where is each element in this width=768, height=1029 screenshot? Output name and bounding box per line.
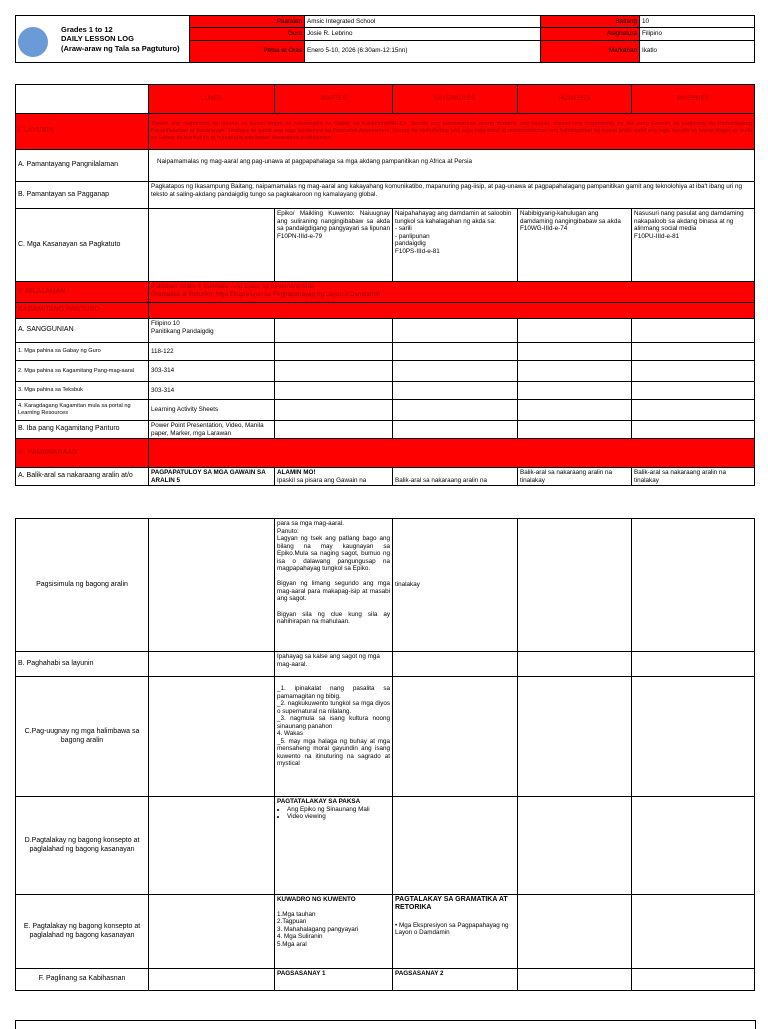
pagtatalakay-list (277, 806, 390, 821)
nilalaman-label: II. NILALAMAN (16, 282, 149, 303)
balik-aral-huwebes: Balik-aral sa nakaraang aralin na tinalakay (518, 468, 632, 486)
day-miyerkules: MIYERKULES (393, 85, 518, 114)
markahan-label: Markahan (541, 40, 640, 63)
pagtatalakay-item-1: • Ang Epiko ng Sinaunang Mali (287, 806, 390, 814)
pagganap-label: B. Pamantayan sa Pagganap (16, 182, 149, 209)
header-title-line-1: Grades 1 to 12 (61, 24, 113, 34)
header-table (15, 15, 755, 63)
pagsisimula-martes: para sa mga mag-aaral. Panuto: Lagyan ng tsek ang patlang bago ang bilang na may kaugnayan sa Epiko.Mula sa naging sagot, bumuo ng isa o dalawang pangungusap na magpapahayag tungkol sa Epiko. Bigyan ng limang segundo ang mga mag-aaral para makapag-isip at masabi ang sagot. Bigyan sila ng clue kung sila ay nahihirapan na mahulaan. (275, 519, 393, 652)
layunin-text: Tiyakin ang pagtatamo ng layunin sa bawat linggo na nakaangkla sa Gabay sa Kurikulum/MELCs. Sundin ang pamamaraan upang matamo ang layunin, maaari ring magdagdag ng iba pang Gawain sa paglinang ng Pamantayang Pangnilalaman at Kasanayan. Tinataya ito gamit ang mga istratehiya ng Formative Assessment. Ganap na mahuhubog ang mga mag-aaral at mararamdaman ang kahalagahan ng bawat aralin dahil ang mga layunin sa bawat linggo ay mula sa Gabay sa Kurikulum at huhubugin ang bawat kasanayan at nilalaman. (149, 114, 755, 150)
balik-aral-lunes: PAGPAPATULOY SA MGA GAWAIN SA ARALIN 5 (149, 468, 275, 486)
alamin-mo-text: Ipaskil sa pisara ang Gawain na (277, 476, 367, 484)
kagamitan-label: KAGAMITANG PANTURO (16, 303, 149, 319)
gabay-value: 118-122 (149, 343, 275, 361)
iba-pang-kagamitan-value: Power Point Presentation, Video, Manila paper, Marker, mga Larawan (149, 421, 275, 439)
baitang-label: Baitang (541, 16, 640, 28)
kasanayan-huwebes: Nabibigyang-kahulugan ang damdaming nangingibabaw sa akda F10WG-IIId-e-74 (518, 209, 632, 282)
pagsisimula-label: Pagsisimula ng bagong aralin (16, 519, 149, 652)
gramatika-item: • Mga Ekspresiyon sa Pagpapahayag ng Layon o Damdamin (395, 921, 509, 937)
alamin-mo-title: ALAMIN MO! (277, 469, 316, 477)
header-title-line-2: DAILY LESSON LOG (61, 34, 134, 44)
lesson-log-table-2 (15, 518, 755, 991)
paglinang-martes: PAGSASANAY 1 (275, 969, 393, 991)
pagsisimula-miyerkules: tinalakay (393, 519, 518, 652)
pagtalakay-d-martes (275, 797, 393, 895)
portal-value: Learning Activity Sheets (149, 400, 275, 421)
balik-aral-biyernes: Balik-aral sa nakaraang aralin na tinalakay (632, 468, 755, 486)
sanggunian-value: Filipino 10 Panitikang Pandaigdig (149, 319, 275, 343)
pamamaraan-band (149, 439, 755, 468)
teksbuk-label: 3. Mga pahina sa Teksbuk (16, 382, 149, 400)
baitang-value: 10 (640, 16, 755, 28)
kuwadro-list: 1.Mga tauhan 2.Tagpuan 3. Mahahalagang pangyayari 4. Mga Suliranin 5.Mga aral (277, 910, 359, 948)
petsa-label: Petsa at Oras (190, 40, 305, 63)
paghahabi-label: B. Paghahabi sa layunin (16, 652, 149, 677)
teksbuk-value: 303-314 (149, 382, 275, 400)
kuwadro-title: KUWADRO NG KUWENTO (277, 896, 356, 903)
pag-uugnay-label: C.Pag-uugnay ng mga halimbawa sa bagong aralin (16, 677, 149, 797)
corner-cell (16, 85, 149, 114)
balik-aral-label: A. Balik-aral sa nakaraang aralin at/o (16, 468, 149, 486)
gabay-label: 1. Mga pahina sa Gabay ng Guro (16, 343, 149, 361)
pagtalakay-e-miyerkules (393, 895, 518, 969)
day-lunes: LUNES (149, 85, 275, 114)
balik-aral-martes (275, 468, 393, 486)
paaralan-value: Amsic Integrated School (305, 16, 541, 28)
markahan-value: Ikatlo (640, 40, 755, 63)
petsa-value: Enero 5-10, 2026 (6:30am-12:15nn) (305, 40, 541, 63)
kasanayan-miyerkules: Naipahahayag ang damdamin at saloobin tungkol sa kahalagahan ng akda sa: - sarili - panlipunan pandaigdig F10PS-IIId-e-81 (393, 209, 518, 282)
pagtalakay-d-label: D.Pagtalakay ng bagong konsepto at paglalahad ng bagong kasanayan (16, 797, 149, 895)
header-title-line-3: (Araw-araw ng Tala sa Pagtuturo) (61, 43, 180, 53)
portal-label: 4. Karagdagang Kagamitan mula sa portal ng Learning Resources (16, 400, 149, 421)
nilalaman-line-1: Panitikan: Aralin 6 Sundiata: Ang Epiko ng Sinaunang Mali (151, 283, 314, 290)
paaralan-label: Paaralan (190, 16, 305, 28)
header-title-cell (16, 16, 190, 63)
guro-label: Guro (190, 28, 305, 40)
pangnilalaman-label: A. Pamantayang Pangnilalaman (16, 150, 149, 182)
gramatika-title: PAGTALAKAY SA GRAMATIKA AT RETORIKA (395, 896, 508, 912)
pagganap-text: Pagkatapos ng Ikasampung Baitang, naipamamalas ng mag-aaral ang kakayahang komunikatibo, mapanuring pag-iisip, at pag-unawa at pagpapahalagang pampanitikan gamit ang teknolohiya at iba't ibang uri ng teksto at saling-akdang pandaigdig tungo sa pagkakaroon ng kamalayang global. (149, 182, 755, 209)
kagamitang-mag-aaral-label: 2. Mga pahina sa Kagamitang Pang-mag-aaral (16, 361, 149, 382)
kasanayan-biyernes: Nasusuri nang pasulat ang damdaming nakapaloob sa akdang binasa at ng alinmang social media F10PU-IIId-e-81 (632, 209, 755, 282)
balik-aral-miyerkules: Balik-aral sa nakaraang aralin na (393, 468, 518, 486)
pamamaraan-label: III. PAMAMARAAN (16, 439, 149, 468)
guro-value: Josie R. Lebrino (305, 28, 541, 40)
next-page-border (15, 1020, 756, 1029)
pag-uugnay-martes: _1. ipinakalat nang pasalita sa pamamagitan ng bibig. _2. nagkukuwento tungkol sa mga diyos o supernatural na nilalang. _3. nagmula sa isang kultura noong sinaunang panahon 4. Wakas _5. may mga halaga ng buhay at mga mensaheng moral gayundin ang isang kuwento na itinuturing na sagrado at mystical (275, 677, 393, 797)
kasanayan-lunes (149, 209, 275, 282)
pagtalakay-e-label: E. Pagtalakay ng bagong konsepto at paglalahad ng bagong kasanayan (16, 895, 149, 969)
nilalaman-line-2: Gramatika at Retorika: Mga Ekspresyon sa Pagpapahayag ng Layon o Damdamin (151, 290, 381, 298)
paghahabi-martes: Ipahayag sa kalse ang sagot ng mga mag-aaral. (275, 652, 393, 677)
day-martes: MARTES (275, 85, 393, 114)
kasanayan-martes: Epiko/ Maikling Kuwento: Naiuugnay ang suliraning nangingibabaw sa akda sa pandaigdigang pangyayari sa lipunan F10PN-IIId-e-79 (275, 209, 393, 282)
asignatura-value: Filipino (640, 28, 755, 40)
layunin-label: I. LAYUNIN (16, 114, 149, 150)
kagamitang-mag-aaral-value: 303-314 (149, 361, 275, 382)
pagtatalakay-item-2: • Video viewing (287, 813, 390, 821)
day-biyernes: BIYERNES (632, 85, 755, 114)
paglinang-miyerkules: PAGSASANAY 2 (393, 969, 518, 991)
lesson-log-table-1 (15, 84, 755, 486)
kasanayan-label: C. Mga Kasanayan sa Pagkatuto (16, 209, 149, 282)
iba-pang-kagamitan-label: B. Iba pang Kagamitang Panturo (16, 421, 149, 439)
nilalaman-text (149, 282, 755, 303)
pagtatalakay-sa-paksa-title: PAGTATALAKAY SA PAKSA (277, 798, 361, 805)
pagtalakay-e-martes (275, 895, 393, 969)
paglinang-label: F. Paglinang sa Kabihasnan (16, 969, 149, 991)
sanggunian-label: A. SANGGUNIAN (16, 319, 149, 343)
kagamitan-band (149, 303, 755, 319)
pangnilalaman-text: Naipamamalas ng mag-aaral ang pag-unawa at pagpapahalaga sa mga akdang pampanitikan ng Africa at Persia (149, 150, 755, 182)
asignatura-label: Asignatura (541, 28, 640, 40)
day-huwebes: HUWEBES (518, 85, 632, 114)
